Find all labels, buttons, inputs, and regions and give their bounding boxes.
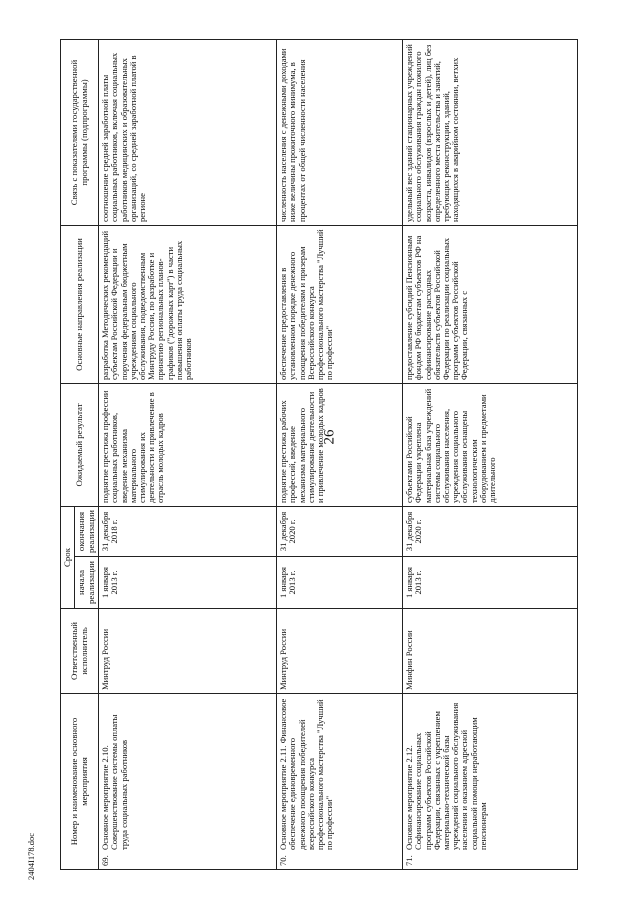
cell-directions: обеспечение предоставления в установленном порядке денежного поощрения победителям и призерам Всероссийского конкурса профессионального мастерства "Лучший по профессии"	[277, 225, 403, 383]
cell-directions: предоставление субсидий Пенсионным фондом РФ бюджетам субъектов РФ на софинансирование расходных обязательств субъектов Российской Федерации по реализации социальных программ субъектов Российской Федерации, связанных с	[403, 225, 578, 383]
header-executor: Ответственный исполнитель	[61, 609, 99, 694]
cell-name	[277, 694, 403, 870]
cell-link: численность населения с денежными доходами ниже величины прожиточного минимума, в процентах от общей численности населения	[277, 39, 403, 225]
table-row	[277, 39, 403, 869]
cell-link: удельный вес зданий стационарных учреждений социального обслуживания граждан пожилого возраста, инвалидов (взрослых и детей), лиц без определенного места жительства и занятий, требующих реконструкции, зданий, находящихся в аварийном состоянии, ветхих	[403, 39, 578, 225]
cell-name	[99, 694, 277, 870]
cell-result: субъектами Российской Федерации укреплена материальная база учреждений системы социального обслуживания населения, учреждения социального обслуживания оснащены технологическим оборудованием и предметами длительного	[403, 383, 578, 506]
cell-executor: Минтруд России	[277, 609, 403, 694]
row-number: 71.	[404, 855, 415, 866]
table-row	[403, 39, 578, 869]
cell-executor: Минтруд России	[99, 609, 277, 694]
header-result: Ожидаемый результат	[61, 383, 99, 506]
header-link: Связь с показателями государственной программы (подпрограммы)	[61, 39, 99, 225]
row-number: 70.	[278, 855, 289, 866]
cell-end: 31 декабря 2018 г.	[99, 506, 277, 556]
header-term: Срок	[61, 506, 75, 608]
header-start: начала реализации	[75, 557, 99, 609]
cell-end: 31 декабря 2020 г.	[403, 506, 578, 556]
header-end: окончания реализации	[75, 506, 99, 556]
cell-executor: Минфин России	[403, 609, 578, 694]
header-directions: Основные направления реализации	[61, 225, 99, 383]
measure-name: Основное мероприятие 2.11. Финансовое обеспечение единовременного денежного поощрения победителей всероссийского конкурса профессионального мастерства "Лучший по профессии"	[278, 698, 335, 850]
cell-result: поднятие престижа рабочих профессий, введение механизма материального стимулирования деятельности и привлечение молодых кадров	[277, 383, 403, 506]
measure-name: Основное мероприятие 2.10. Совершенствование системы оплаты труда социальных работников	[100, 714, 129, 850]
cell-end: 31 декабря 2020 г.	[277, 506, 403, 556]
cell-start: 1 января 2013 г.	[277, 557, 403, 609]
cell-link: соотношение средней заработной платы социальных работников, включая социальных работников медицинских и образовательных организаций, со средней заработной платой в регионе	[99, 39, 277, 225]
cell-result: поднятие престижа профессии социальных работников, введение механизма материального стимулирования их деятельности и привлечение в отрасль молодых кадров	[99, 383, 277, 506]
header-name: Номер и наименование основного мероприятия	[61, 694, 99, 870]
rotated-page	[60, 40, 620, 870]
measure-name: Основное мероприятие 2.12. Софинансирование социальных программ субъектов Российской Федерации, связанных с укреплением материально-технической базы учреждений социального обслуживания населения и оказанием адресной социальной помощи неработающим пенсионерам	[404, 702, 488, 850]
cell-start: 1 января 2013 г.	[403, 557, 578, 609]
table-row	[99, 39, 277, 869]
cell-directions: разработка Методических рекомендаций субъектам Российской Федерации и поручения федеральным бюджетным учреждениям социального обслуживания, подведомственным Минтруду России, по разработке и принятию региональных планов-графиков ("дорожных карт") в части повышения оплаты труда социальных работников	[99, 225, 277, 383]
footer-code: 2404I178.doc	[26, 833, 36, 880]
page-number: 26	[321, 429, 338, 445]
cell-start: 1 января 2013 г.	[99, 557, 277, 609]
cell-name	[403, 694, 578, 870]
registry-table	[60, 39, 578, 870]
row-number: 69.	[100, 855, 111, 866]
